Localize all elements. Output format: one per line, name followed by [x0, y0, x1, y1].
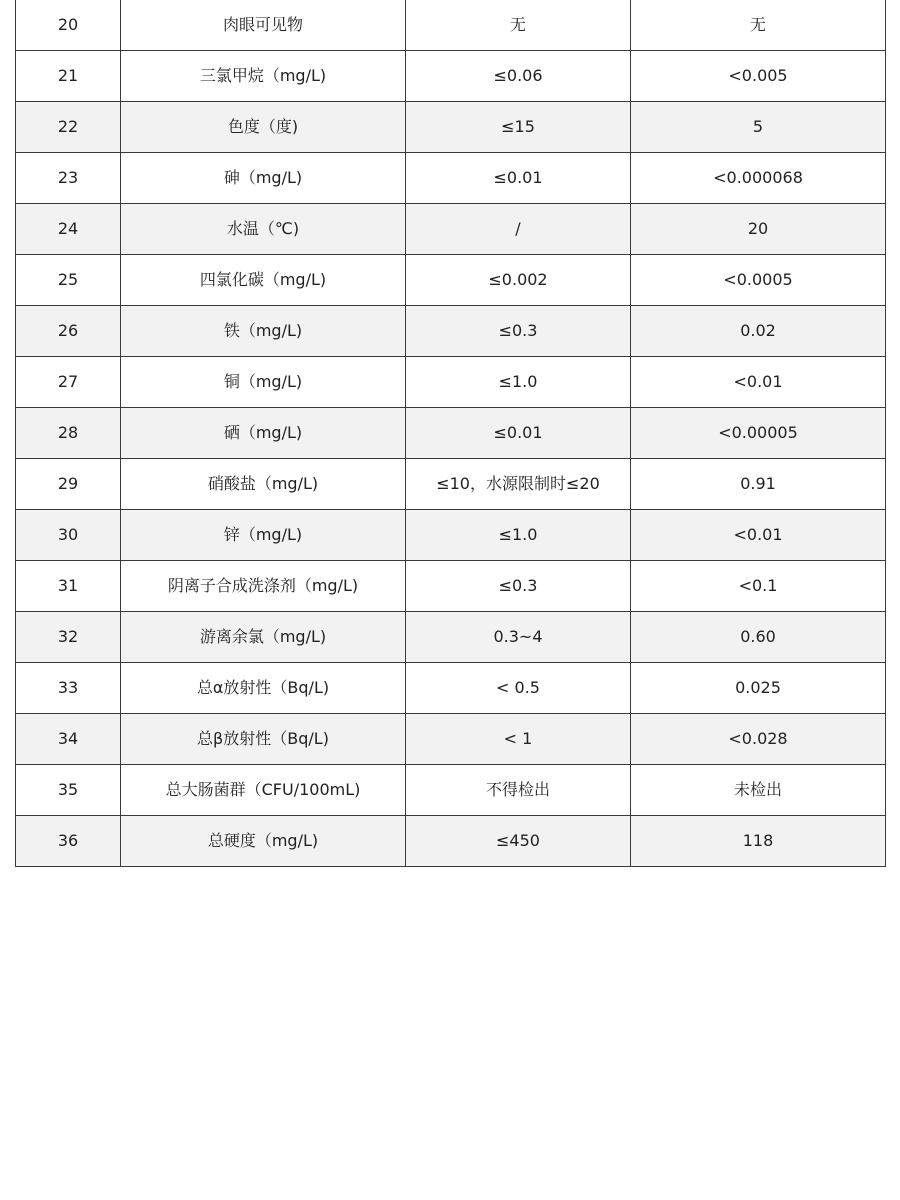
test-item: 肉眼可见物: [121, 0, 406, 51]
row-number: 32: [16, 612, 121, 663]
test-result: <0.00005: [631, 408, 886, 459]
table-row: [16, 561, 886, 612]
test-result: <0.01: [631, 510, 886, 561]
standard-limit: ≤0.01: [406, 153, 631, 204]
test-result: 0.025: [631, 663, 886, 714]
standard-limit: ≤0.3: [406, 561, 631, 612]
test-result: 0.02: [631, 306, 886, 357]
test-result: <0.0005: [631, 255, 886, 306]
water-quality-table-container: [15, 0, 885, 867]
test-item: 铜（mg/L): [121, 357, 406, 408]
test-item: 砷（mg/L): [121, 153, 406, 204]
row-number: 36: [16, 816, 121, 867]
table-row: [16, 255, 886, 306]
standard-limit: ≤1.0: [406, 510, 631, 561]
standard-limit: ≤10，水源限制时≤20: [406, 459, 631, 510]
test-result: 未检出: [631, 765, 886, 816]
row-number: 26: [16, 306, 121, 357]
standard-limit: ≤0.002: [406, 255, 631, 306]
table-row: [16, 0, 886, 51]
row-number: 33: [16, 663, 121, 714]
test-result: 0.91: [631, 459, 886, 510]
test-result: 无: [631, 0, 886, 51]
test-item: 总硬度（mg/L): [121, 816, 406, 867]
row-number: 24: [16, 204, 121, 255]
standard-limit: /: [406, 204, 631, 255]
standard-limit: ≤15: [406, 102, 631, 153]
table-row: [16, 510, 886, 561]
standard-limit: ≤0.3: [406, 306, 631, 357]
standard-limit: ≤1.0: [406, 357, 631, 408]
test-item: 总α放射性（Bq/L): [121, 663, 406, 714]
test-item: 游离余氯（mg/L): [121, 612, 406, 663]
table-row: [16, 102, 886, 153]
row-number: 22: [16, 102, 121, 153]
standard-limit: ≤0.01: [406, 408, 631, 459]
test-item: 锌（mg/L): [121, 510, 406, 561]
standard-limit: < 0.5: [406, 663, 631, 714]
table-body: [16, 0, 886, 867]
table-row: [16, 459, 886, 510]
test-item: 总大肠菌群（CFU/100mL): [121, 765, 406, 816]
table-row: [16, 612, 886, 663]
test-item: 铁（mg/L): [121, 306, 406, 357]
table-row: [16, 765, 886, 816]
row-number: 30: [16, 510, 121, 561]
row-number: 29: [16, 459, 121, 510]
row-number: 25: [16, 255, 121, 306]
table-row: [16, 51, 886, 102]
test-result: <0.028: [631, 714, 886, 765]
test-item: 总β放射性（Bq/L): [121, 714, 406, 765]
standard-limit: 0.3~4: [406, 612, 631, 663]
row-number: 23: [16, 153, 121, 204]
table-row: [16, 714, 886, 765]
test-result: <0.005: [631, 51, 886, 102]
table-row: [16, 816, 886, 867]
row-number: 34: [16, 714, 121, 765]
row-number: 35: [16, 765, 121, 816]
test-result: 20: [631, 204, 886, 255]
test-item: 色度（度): [121, 102, 406, 153]
test-result: 0.60: [631, 612, 886, 663]
test-result: 5: [631, 102, 886, 153]
table-row: [16, 153, 886, 204]
standard-limit: < 1: [406, 714, 631, 765]
table-row: [16, 204, 886, 255]
water-quality-table: [15, 0, 886, 867]
test-item: 硒（mg/L): [121, 408, 406, 459]
table-row: [16, 357, 886, 408]
row-number: 20: [16, 0, 121, 51]
test-result: <0.1: [631, 561, 886, 612]
row-number: 31: [16, 561, 121, 612]
table-row: [16, 306, 886, 357]
row-number: 27: [16, 357, 121, 408]
test-result: <0.000068: [631, 153, 886, 204]
standard-limit: 不得检出: [406, 765, 631, 816]
test-item: 四氯化碳（mg/L): [121, 255, 406, 306]
standard-limit: ≤450: [406, 816, 631, 867]
test-item: 硝酸盐（mg/L): [121, 459, 406, 510]
standard-limit: 无: [406, 0, 631, 51]
test-item: 阴离子合成洗涤剂（mg/L): [121, 561, 406, 612]
test-result: <0.01: [631, 357, 886, 408]
standard-limit: ≤0.06: [406, 51, 631, 102]
row-number: 21: [16, 51, 121, 102]
test-item: 水温（℃): [121, 204, 406, 255]
table-row: [16, 663, 886, 714]
test-result: 118: [631, 816, 886, 867]
table-row: [16, 408, 886, 459]
row-number: 28: [16, 408, 121, 459]
test-item: 三氯甲烷（mg/L): [121, 51, 406, 102]
